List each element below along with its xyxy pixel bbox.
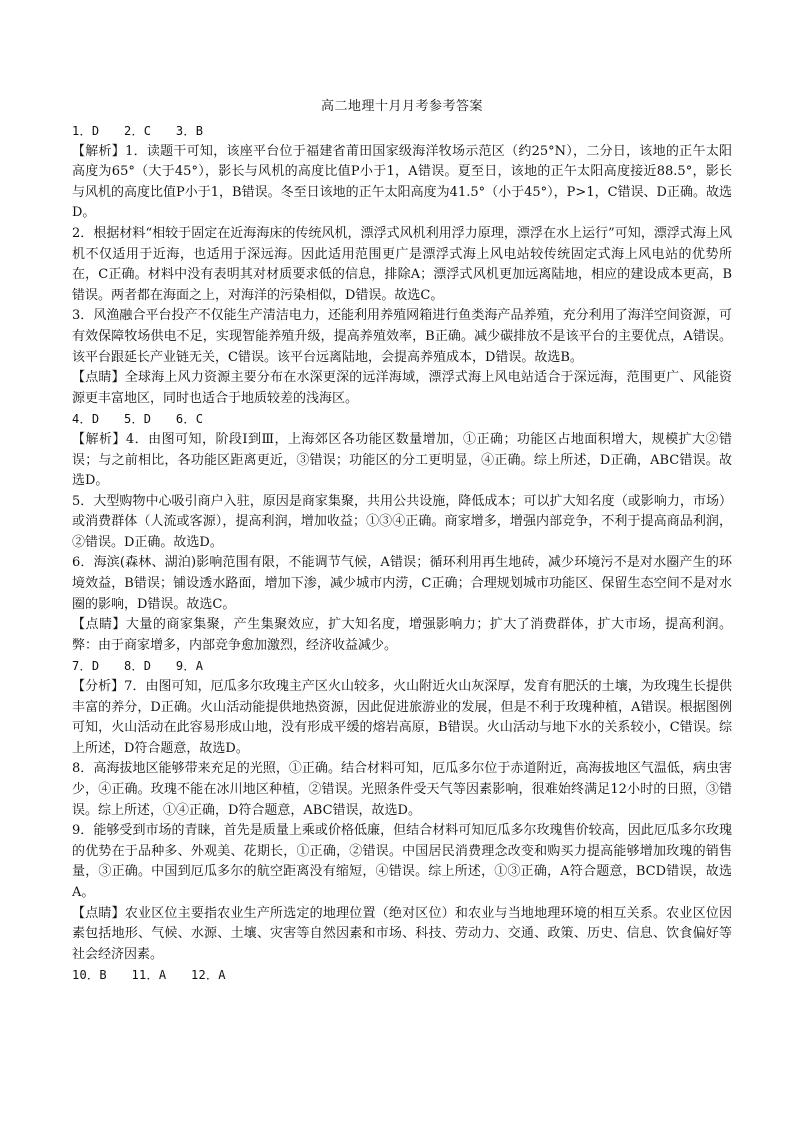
- analysis-q3: 3．风渔融合平台投产不仅能生产清洁电力，还能利用养殖网箱进行鱼类海产品养殖，充分利用了海洋空间资源，可有效保障牧场供电不足，实现智能养殖升级，提高养殖效率，B正确。减少碳排放不是该平台的主要优点，A错误。该平台跟延长产业链无关，C错误。该平台远离陆地，会提高养殖成本，D错误。故选B。: [72, 308, 732, 365]
- analysis-q6: 6．海滨(森林、湖泊)影响范围有限，不能调节气候，A错误；循环利用再生地砖，减少环境污不是对水圈产生的环境效益，B错误；铺设透水路面，增加下渗，减少城市内涝，C正确；合理规划城市功能区、保留生态空间不是对水圈的影响，D错误。故选C。: [72, 555, 732, 612]
- tip-q1-3: 【点睛】全球海上风力资源主要分布在水深更深的远洋海域，漂浮式海上风电站适合于深远海，范围更广、风能资源更丰富地区，同时也适合于地质较差的浅海区。: [72, 370, 732, 406]
- answer-key-10-12: 10．B 11．A 12．A: [72, 968, 226, 983]
- analysis-q7: 【分析】7．由图可知，厄瓜多尔玫瑰主产区火山较多，火山附近火山灰深厚，发育有肥沃的土壤，为玫瑰生长提供丰富的养分，D正确。火山活动能提供地热资源，因此促进旅游业的发展，但是不利于玫瑰种植，A错误。根据图例可知，火山活动在此容易形成山地，没有形成平缓的熔岩高原，B错误。火山活动与地下水的关系较小，C错误。综上所述，D符合题意，故选D。: [72, 679, 732, 756]
- answer-sheet: [72, 95, 732, 986]
- answer-key-7-9: 7．D 8．D 9．A: [72, 659, 204, 674]
- page-title: 高二地理十月月考参考答案: [320, 99, 483, 114]
- analysis-q8: 8．高海拔地区能够带来充足的光照，①正确。结合材料可知，厄瓜多尔位于赤道附近，高海拔地区气温低，病虫害少，④正确。玫瑰不能在冰川地区种植，②错误。光照条件受天气等因素影响，很难始终满足12小时的日照，③错误。综上所述，①④正确，D符合题意，ABC错误，故选D。: [72, 761, 732, 818]
- analysis-q4: 【解析】4．由图可知，阶段Ⅰ到Ⅲ，上海郊区各功能区数量增加，①正确；功能区占地面积增大，规模扩大②错误；与之前相比，各功能区距离更近，③错误；功能区的分工更明显，④正确。综上所述，D正确，ABC错误。故选D。: [72, 431, 732, 489]
- answer-key-4-6: 4．D 5．D 6．C: [72, 412, 204, 427]
- analysis-q2: 2．根据材料“相较于固定在近海海床的传统风机，漂浮式风机利用浮力原理，漂浮在水上运行”可知，漂浮式海上风机不仅适用于近海，也适用于深远海。因此适用范围更广是漂浮式海上风电站较传统固定式海上风电站的优势所在，C正确。材料中没有表明其对材质要求低的信息，排除A；漂浮式风机更加远离陆地，相应的建设成本更高，B错误。两者都在海面之上，对海洋的污染相似，D错误。故选C。: [72, 225, 732, 303]
- tip-q7-9: 【点睛】农业区位主要指农业生产所选定的地理位置（绝对区位）和农业与当地地理环境的相互关系。农业区位因素包括地形、气候、水源、土壤、灾害等自然因素和市场、科技、劳动力、交通、政策、历史、信息、饮食偏好等社会经济因素。: [72, 905, 732, 962]
- tip-q4-6: 【点睛】大量的商家集聚，产生集聚效应，扩大知名度，增强影响力；扩大了消费群体，扩大市场，提高利润。弊：由于商家增多，内部竞争愈加激烈，经济收益减少。: [72, 617, 732, 653]
- analysis-q1: 【解析】1．读题干可知，该座平台位于福建省莆田国家级海洋牧场示范区（约25°N），二分日，该地的正午太阳高度为65°（大于45°），影长与风机的高度比值P小于1，A错误。夏至日，该地的正午太阳高度接近88.5°，影长与风机的高度比值P小于1，B错误。冬至日该地的正午太阳高度为41.5°（小于45°），P>1，C错误、D正确。故选D。: [72, 143, 732, 221]
- answer-key-1-3: 1．D 2．C 3．B: [72, 124, 204, 138]
- analysis-q9: 9．能够受到市场的青睐，首先是质量上乘或价格低廉，但结合材料可知厄瓜多尔玫瑰售价较高，因此厄瓜多尔玫瑰的优势在于品种多、外观美、花期长，①正确，②错误。中国居民消费理念改变和购买力提高能够增加玫瑰的销售量，③正确。中国到厄瓜多尔的航空距离没有缩短，④错误。综上所述，①③正确，A符合题意，BCD错误，故选A。: [72, 823, 732, 900]
- analysis-q5: 5．大型购物中心吸引商户入驻，原因是商家集聚，共用公共设施，降低成本；可以扩大知名度（或影响力，市场）或消费群体（人流或客源），提高利润，增加收益；①③④正确。商家增多，增强内部竞争，不利于提高商品利润，②错误。D正确。故选D。: [72, 493, 732, 550]
